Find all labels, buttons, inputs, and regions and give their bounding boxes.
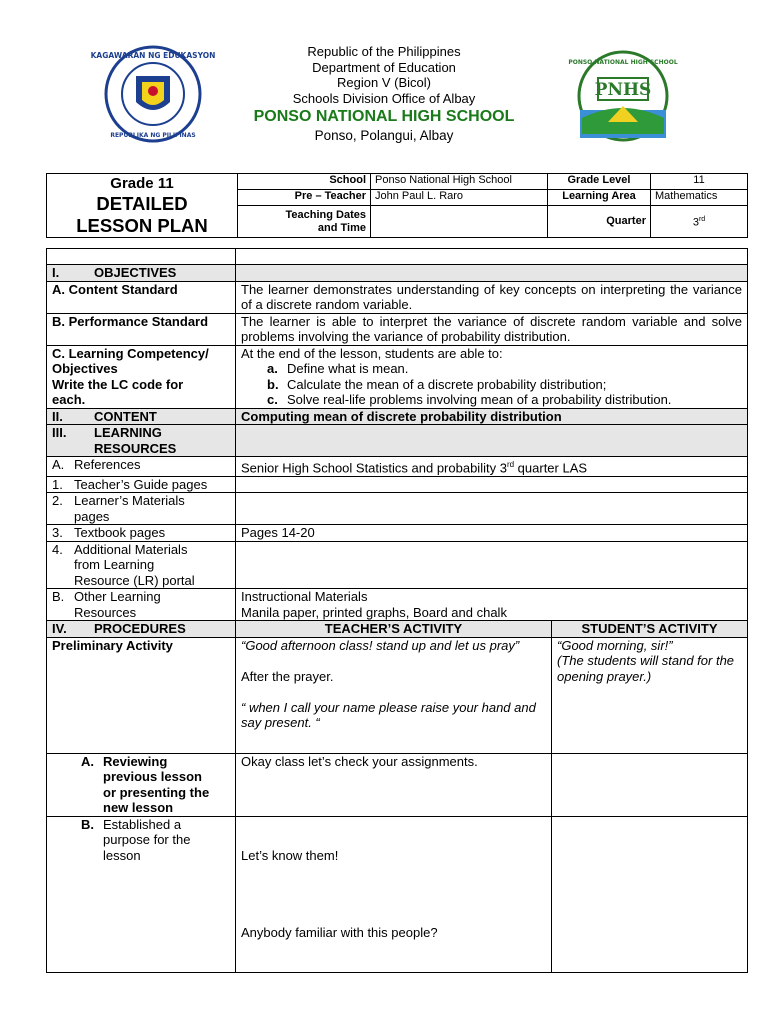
content-standard-label: A. Content Standard	[47, 281, 236, 313]
quarter-value	[651, 206, 748, 238]
performance-standard-label: B. Performance Standard	[47, 313, 236, 345]
rb-value-2: Manila paper, printed graphs, Board and chalk	[241, 604, 507, 620]
purpose-label	[47, 816, 236, 972]
title-lesson-plan: LESSON PLAN	[76, 215, 208, 236]
b-text-3: lesson	[103, 847, 141, 863]
header-text	[200, 44, 568, 144]
resources-num: III.	[52, 425, 67, 440]
teaching-dates-label-1: Teaching Dates	[285, 208, 366, 221]
rb-text: Other Learning	[74, 589, 161, 605]
competency-text: Solve real-life problems involving mean of a probability distribution.	[287, 392, 672, 407]
textbook-label	[47, 525, 236, 542]
competency-intro: At the end of the lesson, students are able to:	[241, 345, 503, 361]
r1-num: 1.	[52, 476, 63, 492]
title-detailed: DETAILED	[96, 193, 188, 214]
other-resources-label	[47, 589, 236, 621]
teachers-guide-label	[47, 476, 236, 493]
svg-text:REPUBLIKA NG PILIPINAS: REPUBLIKA NG PILIPINAS	[110, 132, 196, 139]
learning-area-value: Mathematics	[651, 190, 748, 206]
performance-standard-text: The learner is able to interpret the variance of discrete random variable and solve problems involving the variance of probability distribution.	[236, 313, 748, 345]
competency-letter: a.	[267, 361, 278, 376]
school-value: Ponso National High School	[371, 174, 548, 190]
r3-text: Textbook pages	[74, 525, 166, 541]
additional-materials-label	[47, 541, 236, 589]
lesson-plan-table	[46, 248, 748, 973]
teaching-dates-label-2: and Time	[317, 221, 366, 234]
procedures-heading	[47, 621, 236, 638]
blank-cell	[552, 753, 748, 816]
teaching-dates-value	[371, 206, 548, 238]
blank-cell	[236, 249, 748, 265]
b-text-2: purpose for the	[103, 832, 191, 848]
references-value	[236, 457, 748, 477]
prelim-teacher-1: “Good afternoon class! stand up and let us pray”	[241, 637, 520, 653]
a-letter: A.	[81, 753, 94, 769]
r3-num: 3.	[52, 525, 63, 541]
competency-item	[241, 377, 742, 393]
preliminary-teacher	[236, 637, 552, 753]
school-name: PONSO NATIONAL HIGH SCHOOL	[253, 108, 515, 125]
header-region: Region V (Bicol)	[337, 75, 431, 90]
lesson-plan-title	[47, 174, 238, 238]
blank-cell	[236, 476, 748, 493]
quarter-number: 3	[692, 216, 699, 229]
svg-text:KAGAWARAN NG EDUKASYON: KAGAWARAN NG EDUKASYON	[90, 51, 216, 60]
header-department: Department of Education	[312, 59, 456, 75]
section-procedures	[47, 621, 748, 638]
grade-title: Grade 11	[110, 175, 174, 192]
competency-label-3: Write the LC code for	[52, 376, 184, 392]
section-objectives	[47, 265, 748, 282]
competency-label-2: Objectives	[52, 361, 118, 376]
document-header	[0, 40, 768, 150]
objectives-label: OBJECTIVES	[94, 265, 177, 280]
preliminary-activity-label: Preliminary Activity	[47, 637, 236, 753]
references-value-text: Senior High School Statistics and probability 3	[241, 460, 507, 476]
rb-text-2: Resources	[74, 604, 137, 620]
competency-item	[241, 361, 742, 377]
blank-cell	[236, 493, 748, 525]
info-table	[46, 173, 748, 238]
textbook-value: Pages 14-20	[236, 525, 748, 542]
purpose-teacher	[236, 816, 552, 972]
preteacher-label: Pre – Teacher	[238, 190, 371, 206]
prelim-teacher-2: After the prayer.	[241, 669, 334, 685]
objectives-num: I.	[52, 265, 60, 280]
competency-label	[47, 345, 236, 408]
preteacher-value: John Paul L. Raro	[371, 190, 548, 206]
quarter-suffix: rd	[698, 216, 706, 224]
competency-label-1: C. Learning Competency/	[52, 345, 209, 361]
school-address: Ponso, Polangui, Albay	[314, 128, 454, 143]
procedures-label: PROCEDURES	[94, 621, 186, 637]
grade-level-label: Grade Level	[548, 174, 651, 190]
competency-label-4: each.	[52, 392, 86, 407]
svg-text:PONSO NATIONAL HIGH SCHOOL: PONSO NATIONAL HIGH SCHOOL	[568, 59, 678, 66]
section-content	[47, 408, 748, 425]
teacher-activity-heading: TEACHER’S ACTIVITY	[236, 621, 552, 638]
quarter-label: Quarter	[548, 206, 651, 238]
r2-text-2: pages	[74, 508, 110, 524]
a-text-3: or presenting the	[103, 784, 210, 800]
blank-cell	[236, 541, 748, 589]
competency-item	[241, 392, 742, 408]
content-heading	[47, 408, 236, 425]
objectives-heading	[47, 265, 236, 282]
prelim-student-2: (The students will stand for the opening prayer.)	[557, 653, 735, 684]
blank-cell	[236, 425, 748, 457]
student-activity-heading: STUDENT’S ACTIVITY	[552, 621, 748, 638]
content-value: Computing mean of discrete probability distribution	[236, 408, 748, 425]
header-division: Schools Division Office of Albay	[292, 90, 476, 106]
competency-text: Calculate the mean of a discrete probability distribution;	[287, 376, 607, 392]
learners-materials-label	[47, 493, 236, 525]
references-sup: rd	[506, 460, 515, 469]
content-num: II.	[52, 408, 63, 424]
r4-num: 4.	[52, 541, 63, 557]
references-label	[47, 457, 236, 477]
deped-seal-icon	[90, 44, 216, 144]
b-letter: B.	[81, 816, 94, 832]
logo-text: PNHS	[594, 80, 652, 100]
a-text-1: Reviewing	[103, 753, 168, 769]
prelim-teacher-3: “ when I call your name please raise your hand and say present. “	[241, 699, 536, 731]
competency-text: Define what is mean.	[287, 361, 409, 376]
r4-text: Additional Materials	[74, 541, 188, 557]
resources-label-1: LEARNING	[94, 425, 162, 440]
rb-num: B.	[52, 589, 65, 605]
blank-cell	[552, 816, 748, 972]
r4-text-2: from Learning	[74, 557, 155, 573]
learning-area-label: Learning Area	[548, 190, 651, 206]
grade-level-value: 11	[651, 174, 748, 190]
prelim-student-1: “Good morning, sir!”	[557, 637, 673, 653]
references-num: A.	[52, 457, 65, 472]
preliminary-student	[552, 637, 748, 753]
content-label: CONTENT	[94, 408, 157, 424]
competency-letter: b.	[267, 376, 279, 392]
resources-heading	[47, 425, 236, 457]
reviewing-label	[47, 753, 236, 816]
header-republic: Republic of the Philippines	[307, 44, 461, 59]
r4-text-3: Resource (LR) portal	[74, 572, 195, 588]
blank-cell	[47, 249, 236, 265]
references-value-end: quarter LAS	[514, 460, 588, 476]
b-teacher-1: Let’s know them!	[241, 847, 339, 863]
content-standard-text: The learner demonstrates understanding of key concepts on interpreting the variance of a discrete random variable.	[236, 281, 748, 313]
a-text-2: previous lesson	[103, 769, 202, 785]
resources-label-2: RESOURCES	[94, 440, 177, 456]
r2-text: Learner’s Materials	[74, 493, 185, 509]
r1-text: Teacher’s Guide pages	[74, 476, 208, 492]
b-text-1: Established a	[103, 816, 182, 832]
references-text: References	[74, 457, 141, 472]
reviewing-teacher: Okay class let’s check your assignments.	[236, 753, 552, 816]
a-text-4: new lesson	[103, 800, 174, 816]
rb-value-1: Instructional Materials	[241, 589, 368, 605]
r2-num: 2.	[52, 493, 63, 509]
competency-letter: c.	[267, 392, 278, 407]
teaching-dates-label	[238, 206, 371, 238]
blank-cell	[236, 265, 748, 282]
competency-cell	[236, 345, 748, 408]
section-resources	[47, 425, 748, 457]
school-label: School	[238, 174, 371, 190]
pnhs-logo-icon	[568, 48, 678, 146]
procedures-num: IV.	[52, 621, 67, 637]
other-resources-value	[236, 589, 748, 621]
b-teacher-2: Anybody familiar with this people?	[241, 925, 438, 941]
